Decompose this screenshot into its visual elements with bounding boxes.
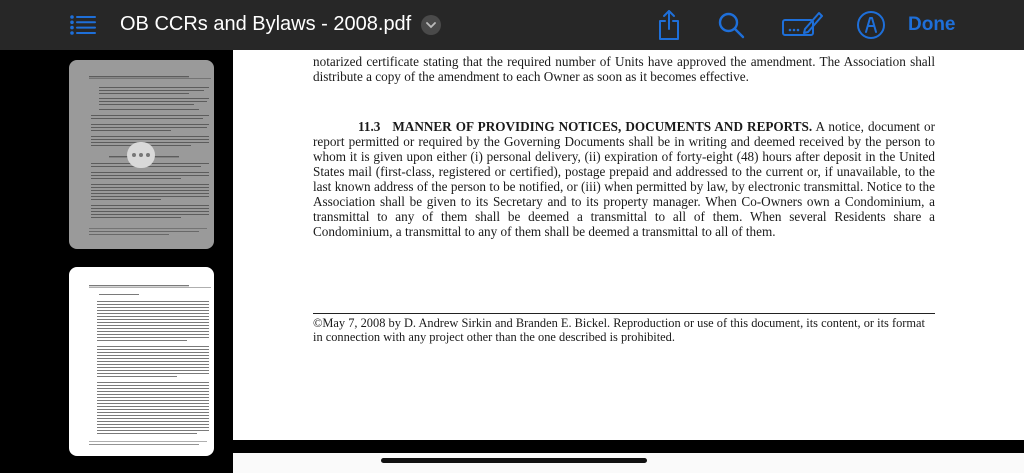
- pdf-page[interactable]: [233, 50, 1024, 440]
- top-toolbar: [0, 0, 1024, 50]
- search-icon[interactable]: [716, 10, 746, 40]
- more-options-button[interactable]: [127, 142, 155, 168]
- section-number: 11.3: [358, 119, 381, 134]
- page-thumbnail[interactable]: [69, 267, 214, 456]
- document-title[interactable]: OB CCRs and Bylaws - 2008.pdf: [120, 13, 412, 35]
- share-icon[interactable]: [654, 9, 684, 41]
- footer-divider: [313, 313, 935, 314]
- chevron-down-icon[interactable]: [421, 15, 441, 35]
- done-button[interactable]: Done: [908, 14, 956, 35]
- pencil-circle-icon[interactable]: [855, 9, 887, 41]
- paragraph-amendment: notarized certificate stating that the required number of Units have approved the amendment. The Association shall distribute a copy of the amendment to each Owner as soon as it becomes effective.: [313, 54, 935, 84]
- section-11-3: [313, 119, 935, 239]
- section-body: A notice, document or report permitted or required by the Governing Documents shall be in writing and deemed received by the person to whom it is given upon either (i) personal delivery, (ii) expiration of forty-eight (48) hours after deposit in the United States mail (first-class, registered or certified), postage prepaid and addressed to the current or, if unavailable, to the last known address of the person to be notified, or (iii) when permitted by law, by electronic transmittal. Notice to the Association shall be given to its Secretary and to its property manager. When Co-Owners own a Condominium, a transmittal to any of them shall be deemed a transmittal to all of them. When several Residents share a Condominium, a transmittal to any of them shall be deemed a transmittal to all of them.: [313, 119, 936, 239]
- page-gap: [233, 440, 1024, 453]
- copyright-notice: ©May 7, 2008 by D. Andrew Sirkin and Branden E. Bickel. Reproduction or use of this document, its content, or its format in connection with any project other than the one described is prohibited.: [313, 316, 925, 344]
- markup-icon[interactable]: [780, 10, 824, 40]
- list-icon[interactable]: [66, 12, 100, 38]
- section-heading: MANNER OF PROVIDING NOTICES, DOCUMENTS AND REPORTS.: [392, 119, 813, 134]
- next-page-edge: [233, 453, 1024, 473]
- home-indicator[interactable]: [381, 458, 647, 463]
